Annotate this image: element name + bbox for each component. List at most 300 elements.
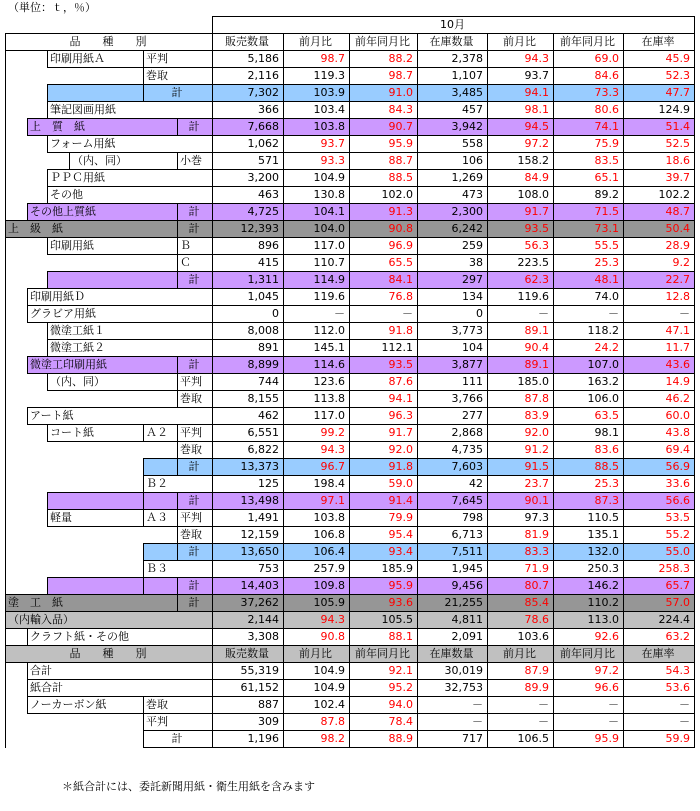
value-cell: 30,019 <box>418 663 488 680</box>
row-label: 塗 工 紙 <box>6 595 178 612</box>
value-cell: － <box>554 306 624 323</box>
value-cell: 123.6 <box>284 374 350 391</box>
value-cell: 109.8 <box>284 578 350 595</box>
value-cell: 97.2 <box>554 663 624 680</box>
value-cell: 83.9 <box>488 408 554 425</box>
value-cell: 74.1 <box>554 119 624 136</box>
value-cell: 3,766 <box>418 391 488 408</box>
value-cell: 52.3 <box>624 68 695 85</box>
row-label <box>144 578 178 595</box>
value-cell: 297 <box>418 272 488 289</box>
value-cell: 7,603 <box>418 459 488 476</box>
value-cell: 98.7 <box>350 68 418 85</box>
table-row <box>6 595 695 612</box>
value-cell: 3,773 <box>418 323 488 340</box>
paper-stats-table <box>5 16 695 748</box>
row-label: 微塗工紙１ <box>48 323 213 340</box>
table-row <box>6 697 695 714</box>
value-cell: 94.5 <box>488 119 554 136</box>
value-cell: 18.6 <box>624 153 695 170</box>
header-repeat: 前月比 <box>284 646 350 663</box>
value-cell: 107.0 <box>554 357 624 374</box>
value-cell: 57.0 <box>624 595 695 612</box>
value-cell: 37,262 <box>213 595 284 612</box>
value-cell: 2,868 <box>418 425 488 442</box>
value-cell: 110.2 <box>554 595 624 612</box>
value-cell: 90.4 <box>488 340 554 357</box>
table-row <box>6 493 695 510</box>
table-row <box>6 544 695 561</box>
value-cell: 91.7 <box>350 425 418 442</box>
row-indent <box>6 187 48 204</box>
table-row <box>6 340 695 357</box>
value-cell: 2,144 <box>213 612 284 629</box>
value-cell: 94.1 <box>350 391 418 408</box>
value-cell: 89.1 <box>488 323 554 340</box>
value-cell: 104.1 <box>284 204 350 221</box>
value-cell: 3,942 <box>418 119 488 136</box>
value-cell: 85.4 <box>488 595 554 612</box>
value-cell: 119.6 <box>488 289 554 306</box>
row-sublabel: 平判 <box>178 425 213 442</box>
header-stock-ratio: 在庫率 <box>624 34 695 51</box>
table-row <box>6 272 695 289</box>
row-indent <box>6 170 48 187</box>
value-cell: 117.0 <box>284 408 350 425</box>
value-cell: 125 <box>213 476 284 493</box>
value-cell: 3,200 <box>213 170 284 187</box>
table-row <box>6 68 695 85</box>
value-cell: 887 <box>213 697 284 714</box>
row-sublabel: 平判 <box>178 510 213 527</box>
row-indent <box>6 119 28 136</box>
value-cell: 0 <box>418 306 488 323</box>
value-cell: 42 <box>418 476 488 493</box>
value-cell: 102.2 <box>624 187 695 204</box>
value-cell: 93.5 <box>350 357 418 374</box>
table-row <box>6 306 695 323</box>
row-label: 印刷用紙Ａ <box>48 51 144 68</box>
value-cell: 55,319 <box>213 663 284 680</box>
row-indent <box>6 340 48 357</box>
row-label: その他 <box>48 187 213 204</box>
value-cell: 2,300 <box>418 204 488 221</box>
value-cell: 50.4 <box>624 221 695 238</box>
value-cell: 28.9 <box>624 238 695 255</box>
row-label <box>48 272 178 289</box>
value-cell: 76.8 <box>350 289 418 306</box>
row-sublabel: 平判 <box>178 374 213 391</box>
value-cell: 59.0 <box>350 476 418 493</box>
row-indent <box>6 578 48 595</box>
value-cell: 12.8 <box>624 289 695 306</box>
table-row <box>6 663 695 680</box>
value-cell: 84.3 <box>350 102 418 119</box>
value-cell: 55.2 <box>624 527 695 544</box>
value-cell: 98.1 <box>554 425 624 442</box>
value-cell: 104.9 <box>284 663 350 680</box>
value-cell: 110.5 <box>554 510 624 527</box>
value-cell: 1,045 <box>213 289 284 306</box>
row-label: 微塗工紙２ <box>48 340 213 357</box>
value-cell: 130.8 <box>284 187 350 204</box>
value-cell: 96.3 <box>350 408 418 425</box>
table-row <box>6 476 695 493</box>
row-label <box>48 85 144 102</box>
value-cell: 6,713 <box>418 527 488 544</box>
row-label: 軽量 <box>48 510 144 527</box>
value-cell: 11.7 <box>624 340 695 357</box>
value-cell: 4,811 <box>418 612 488 629</box>
value-cell: 98.1 <box>488 102 554 119</box>
row-indent <box>6 306 28 323</box>
value-cell: 896 <box>213 238 284 255</box>
value-cell: － <box>488 714 554 731</box>
row-indent <box>6 697 28 714</box>
value-cell: 102.0 <box>350 187 418 204</box>
row-label: Ｂ２ <box>144 476 213 493</box>
value-cell: 12,159 <box>213 527 284 544</box>
value-cell: 7,645 <box>418 493 488 510</box>
value-cell: 84.6 <box>554 68 624 85</box>
header-sales-mom: 前月比 <box>284 34 350 51</box>
value-cell: 83.6 <box>554 442 624 459</box>
table-row <box>6 255 695 272</box>
value-cell: 65.5 <box>350 255 418 272</box>
value-cell: 105.9 <box>284 595 350 612</box>
value-cell: 63.5 <box>554 408 624 425</box>
row-sublabel: 巻取 <box>144 68 213 85</box>
header-repeat: 前年同月比 <box>554 646 624 663</box>
value-cell: 9.2 <box>624 255 695 272</box>
row-label: Ａ３ <box>144 510 178 527</box>
value-cell: 91.4 <box>350 493 418 510</box>
value-cell: 104.9 <box>284 680 350 697</box>
value-cell: 753 <box>213 561 284 578</box>
value-cell: － <box>624 714 695 731</box>
row-label: Ａ２ <box>144 425 178 442</box>
table-row <box>6 187 695 204</box>
value-cell: 88.7 <box>350 153 418 170</box>
value-cell: 91.3 <box>350 204 418 221</box>
value-cell: 83.3 <box>488 544 554 561</box>
value-cell: 93.4 <box>350 544 418 561</box>
value-cell: 98.7 <box>284 51 350 68</box>
value-cell: 65.7 <box>624 578 695 595</box>
value-cell: 103.8 <box>284 119 350 136</box>
table-row <box>6 374 695 391</box>
value-cell: 185.9 <box>350 561 418 578</box>
row-indent <box>6 136 48 153</box>
value-cell: 571 <box>213 153 284 170</box>
value-cell: 90.1 <box>488 493 554 510</box>
value-cell: 52.5 <box>624 136 695 153</box>
value-cell: 118.2 <box>554 323 624 340</box>
value-cell: － <box>488 697 554 714</box>
value-cell: 8,008 <box>213 323 284 340</box>
row-indent <box>6 255 178 272</box>
value-cell: 92.0 <box>488 425 554 442</box>
value-cell: 88.2 <box>350 51 418 68</box>
row-label: コート紙 <box>48 425 144 442</box>
value-cell: 87.9 <box>488 663 554 680</box>
table-row <box>6 85 695 102</box>
row-label <box>144 459 178 476</box>
table-row <box>6 153 695 170</box>
value-cell: 92.6 <box>554 629 624 646</box>
row-sublabel: 計 <box>178 119 213 136</box>
value-cell: 224.4 <box>624 612 695 629</box>
row-indent <box>6 272 48 289</box>
row-indent <box>6 663 28 680</box>
value-cell: 96.9 <box>350 238 418 255</box>
header-repeat: 前年同月比 <box>350 646 418 663</box>
value-cell: 135.1 <box>554 527 624 544</box>
value-cell: 106.0 <box>554 391 624 408</box>
value-cell: 69.4 <box>624 442 695 459</box>
row-indent <box>6 51 48 68</box>
value-cell: 24.2 <box>554 340 624 357</box>
value-cell: 90.7 <box>350 119 418 136</box>
table-row <box>6 578 695 595</box>
value-cell: 55.0 <box>624 544 695 561</box>
value-cell: 89.1 <box>488 357 554 374</box>
header-stock: 在庫数量 <box>418 34 488 51</box>
row-indent <box>6 357 28 374</box>
value-cell: 98.2 <box>284 731 350 748</box>
value-cell: 7,302 <box>213 85 284 102</box>
value-cell: 6,822 <box>213 442 284 459</box>
value-cell: 21,255 <box>418 595 488 612</box>
value-cell: 87.3 <box>554 493 624 510</box>
value-cell: 91.8 <box>350 323 418 340</box>
value-cell: － <box>554 697 624 714</box>
value-cell: 103.9 <box>284 85 350 102</box>
table-row <box>6 323 695 340</box>
value-cell: 48.1 <box>554 272 624 289</box>
value-cell: 88.1 <box>350 629 418 646</box>
value-cell: 457 <box>418 102 488 119</box>
value-cell: 83.5 <box>554 153 624 170</box>
row-sublabel: 巻取 <box>178 391 213 408</box>
value-cell: 95.9 <box>554 731 624 748</box>
value-cell: － <box>418 714 488 731</box>
value-cell: 8,899 <box>213 357 284 374</box>
value-cell: 473 <box>418 187 488 204</box>
value-cell: 56.3 <box>488 238 554 255</box>
value-cell: 71.5 <box>554 204 624 221</box>
value-cell: 108.0 <box>488 187 554 204</box>
value-cell: － <box>554 714 624 731</box>
row-indent <box>6 408 28 425</box>
row-indent <box>6 85 48 102</box>
row-label: ノーカーボン紙 <box>28 697 144 714</box>
row-sublabel: 計 <box>178 459 213 476</box>
header-repeat: 販売数量 <box>213 646 284 663</box>
value-cell: 13,373 <box>213 459 284 476</box>
value-cell: 95.4 <box>350 527 418 544</box>
value-cell: 88.9 <box>350 731 418 748</box>
value-cell: 56.6 <box>624 493 695 510</box>
footnote: ＊紙合計には、委託新聞用紙・衛生用紙を含みます <box>62 780 315 793</box>
row-sublabel: 巻取 <box>178 442 213 459</box>
value-cell: 80.6 <box>554 102 624 119</box>
value-cell: 78.4 <box>350 714 418 731</box>
value-cell: － <box>488 306 554 323</box>
table-row <box>6 51 695 68</box>
row-sublabel: 小巻 <box>178 153 213 170</box>
header-repeat: 在庫率 <box>624 646 695 663</box>
value-cell: － <box>418 697 488 714</box>
value-cell: 75.9 <box>554 136 624 153</box>
table-row <box>6 102 695 119</box>
value-cell: 96.6 <box>554 680 624 697</box>
value-cell: 62.3 <box>488 272 554 289</box>
row-label: クラフト紙・その他 <box>28 629 213 646</box>
value-cell: 258.3 <box>624 561 695 578</box>
value-cell: 114.9 <box>284 272 350 289</box>
row-label: フォーム用紙 <box>48 136 213 153</box>
row-indent <box>6 391 178 408</box>
row-sublabel: 計 <box>178 578 213 595</box>
value-cell: 53.6 <box>624 680 695 697</box>
value-cell: 103.6 <box>488 629 554 646</box>
value-cell: 366 <box>213 102 284 119</box>
value-cell: 277 <box>418 408 488 425</box>
table-row <box>6 629 695 646</box>
value-cell: 60.0 <box>624 408 695 425</box>
value-cell: 113.0 <box>554 612 624 629</box>
row-indent <box>6 289 28 306</box>
value-cell: 3,485 <box>418 85 488 102</box>
row-label: （内、同） <box>70 153 178 170</box>
value-cell: 69.0 <box>554 51 624 68</box>
value-cell: 13,650 <box>213 544 284 561</box>
value-cell: 74.0 <box>554 289 624 306</box>
value-cell: 48.7 <box>624 204 695 221</box>
value-cell: 7,668 <box>213 119 284 136</box>
row-sublabel: Ｂ <box>178 238 213 255</box>
row-sublabel: 計 <box>144 85 213 102</box>
value-cell: 104.9 <box>284 170 350 187</box>
value-cell: 145.1 <box>284 340 350 357</box>
value-cell: 106.8 <box>284 527 350 544</box>
table-row <box>6 731 695 748</box>
row-indent <box>6 680 28 697</box>
value-cell: 12,393 <box>213 221 284 238</box>
value-cell: 14.9 <box>624 374 695 391</box>
header-stock-mom: 前月比 <box>488 34 554 51</box>
value-cell: 90.8 <box>284 629 350 646</box>
table-row <box>6 204 695 221</box>
row-indent <box>6 493 48 510</box>
row-label: グラビア用紙 <box>28 306 213 323</box>
value-cell: 1,945 <box>418 561 488 578</box>
value-cell: 94.3 <box>488 51 554 68</box>
value-cell: 103.8 <box>284 510 350 527</box>
value-cell: － <box>350 306 418 323</box>
row-label: 上 級 紙 <box>6 221 178 238</box>
header-sales-yoy: 前年同月比 <box>350 34 418 51</box>
row-indent <box>6 510 48 527</box>
table-row <box>6 714 695 731</box>
row-sublabel: 平判 <box>144 51 213 68</box>
value-cell: 87.8 <box>488 391 554 408</box>
row-indent <box>6 102 48 119</box>
row-indent <box>6 204 28 221</box>
value-cell: 91.5 <box>488 459 554 476</box>
value-cell: 91.7 <box>488 204 554 221</box>
value-cell: 134 <box>418 289 488 306</box>
value-cell: 97.2 <box>488 136 554 153</box>
row-sublabel: 計 <box>178 272 213 289</box>
row-label: （内、同） <box>48 374 178 391</box>
category-header-repeat: 品 種 別 <box>6 646 213 663</box>
table-row <box>6 561 695 578</box>
value-cell: 92.0 <box>350 442 418 459</box>
value-cell: 198.4 <box>284 476 350 493</box>
value-cell: 45.9 <box>624 51 695 68</box>
value-cell: 1,062 <box>213 136 284 153</box>
value-cell: 4,735 <box>418 442 488 459</box>
value-cell: 462 <box>213 408 284 425</box>
value-cell: 104.0 <box>284 221 350 238</box>
value-cell: 891 <box>213 340 284 357</box>
value-cell: 33.6 <box>624 476 695 493</box>
value-cell: 3,308 <box>213 629 284 646</box>
value-cell: 84.1 <box>350 272 418 289</box>
value-cell: 105.5 <box>350 612 418 629</box>
value-cell: 51.4 <box>624 119 695 136</box>
value-cell: 93.3 <box>284 153 350 170</box>
row-label: 印刷用紙 <box>48 238 178 255</box>
value-cell: 94.0 <box>350 697 418 714</box>
value-cell: 415 <box>213 255 284 272</box>
value-cell: 558 <box>418 136 488 153</box>
value-cell: 47.7 <box>624 85 695 102</box>
value-cell: 104 <box>418 340 488 357</box>
row-sublabel: 計 <box>178 493 213 510</box>
value-cell: 95.9 <box>350 578 418 595</box>
value-cell: 5,186 <box>213 51 284 68</box>
value-cell: 146.2 <box>554 578 624 595</box>
table-row <box>6 408 695 425</box>
value-cell: 0 <box>213 306 284 323</box>
value-cell: 257.9 <box>284 561 350 578</box>
table-row <box>6 442 695 459</box>
value-cell: 43.6 <box>624 357 695 374</box>
value-cell: 744 <box>213 374 284 391</box>
value-cell: 223.5 <box>488 255 554 272</box>
row-indent <box>6 153 70 170</box>
value-cell: 95.9 <box>350 136 418 153</box>
value-cell: 7,511 <box>418 544 488 561</box>
value-cell: 25.3 <box>554 255 624 272</box>
value-cell: 23.7 <box>488 476 554 493</box>
table-row <box>6 289 695 306</box>
value-cell: 111 <box>418 374 488 391</box>
value-cell: 717 <box>418 731 488 748</box>
row-label: アート紙 <box>28 408 213 425</box>
value-cell: 113.8 <box>284 391 350 408</box>
value-cell: 25.3 <box>554 476 624 493</box>
row-indent <box>6 629 28 646</box>
value-cell: 106.4 <box>284 544 350 561</box>
value-cell: 65.1 <box>554 170 624 187</box>
value-cell: 117.0 <box>284 238 350 255</box>
row-label: ＰＰＣ用紙 <box>48 170 213 187</box>
header-sales: 販売数量 <box>213 34 284 51</box>
